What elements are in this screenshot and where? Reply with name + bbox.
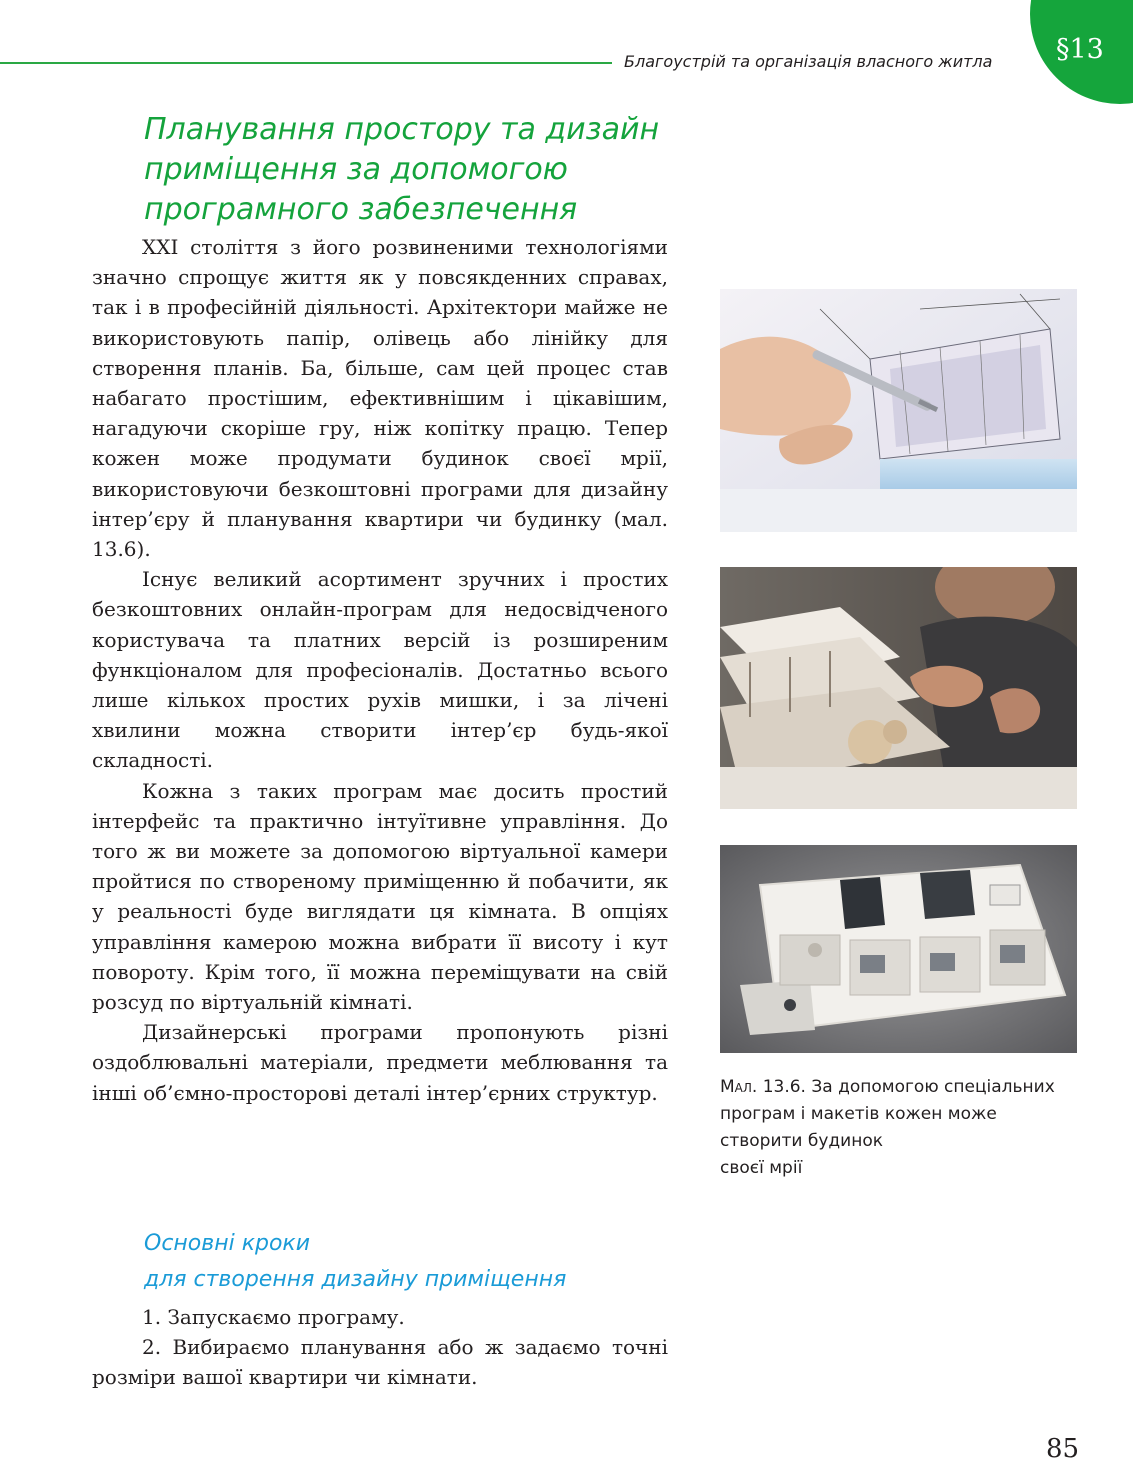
section-title-line: програмного забезпечення xyxy=(144,192,578,227)
paragraph: Дизайнерські програми пропонують різні оздоблювальні матеріали, предмети меблювання та інші об’ємно-просторові деталі інтер’єрних структур. xyxy=(92,1020,668,1105)
body-text xyxy=(92,232,668,1108)
section-title-line: приміщення за допомогою xyxy=(144,152,568,187)
paragraph: Кожна з таких програм має досить простий інтерфейс та практично інтуїтивне управління. До того ж ви можете за допомогою віртуальної камери пройтися по створеному приміщенню й побачити, як у реальності буде виглядати ця кімната. В опціях управління камерою можна вибрати її висоту і кут повороту. Крім того, її можна переміщувати на свій розсуд по віртуальній кімнаті. xyxy=(92,778,668,1015)
photo-architecture-model xyxy=(720,567,1077,809)
step-item: 1. Запускаємо програму. xyxy=(142,1305,405,1329)
caption-label: Мал. 13.6. xyxy=(720,1077,806,1097)
subsection-title-line: Основні кроки xyxy=(144,1231,311,1256)
section-title-line: Планування простору та дизайн xyxy=(144,112,660,147)
caption-line: своєї мрії xyxy=(720,1158,803,1178)
figure-caption xyxy=(720,1074,1090,1182)
photo-3d-floor-plan xyxy=(720,845,1077,1053)
caption-line: За допомогою спеціальних xyxy=(811,1077,1055,1097)
subsection-title-line: для створення дизайну приміщення xyxy=(144,1267,567,1292)
paragraph: Існує великий асортимент зручних і простих безкоштовних онлайн-програм для недосвідченого користувача та платних версій із розширеним функціоналом для професіоналів. Достатньо всього лише кількох простих рухів мишки, і за лічені хвилини можна створити інтер’єр будь-якої складності. xyxy=(92,567,668,773)
running-title: Благоустрій та організація власного житла xyxy=(624,52,993,71)
caption-line: створити будинок xyxy=(720,1131,883,1151)
header-rule xyxy=(0,62,612,64)
step-item: 2. Вибираємо планування або ж задаємо точні розміри вашої квартири чи кімнати. xyxy=(92,1335,668,1390)
page-number: 85 xyxy=(1046,1434,1080,1464)
caption-line: програм і макетів кожен може xyxy=(720,1104,997,1124)
steps-list xyxy=(92,1302,668,1393)
paragraph-number: §13 xyxy=(1056,34,1104,65)
photo-architect-sketch xyxy=(720,289,1077,532)
paragraph: XXI століття з його розвиненими технологіями значно спрощує життя як у повсякденних справах, так і в професійній діяльності. Архітектори майже не використовують папір, олівець або лінійку для створення планів. Ба, більше, сам цей процес став набагато простішим, ефективнішим і цікавішим, нагадуючи скоріше гру, ніж копітку працю. Тепер кожен може продумати будинок своєї мрії, використовуючи безкоштовні програми для дизайну інтер’єру й планування квартири чи будинку (мал. 13.6). xyxy=(92,235,668,562)
section-title xyxy=(144,110,664,230)
subsection-title xyxy=(144,1226,664,1298)
